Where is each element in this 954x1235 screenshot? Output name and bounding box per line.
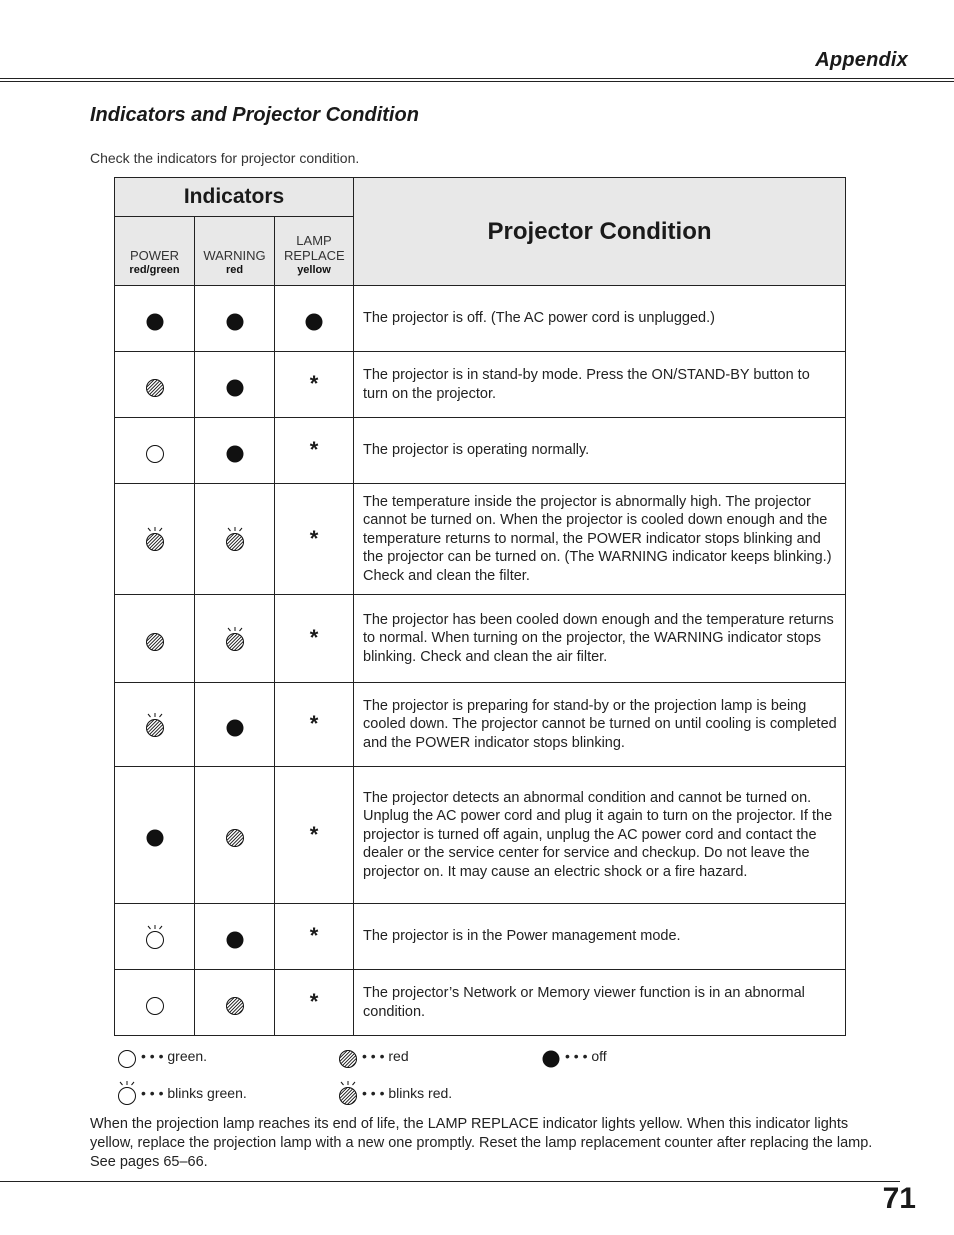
asterisk-icon: *: [309, 711, 319, 736]
warning-indicator-cell: [195, 286, 275, 352]
condition-cell: The projector is in stand-by mode. Press the ON/STAND-BY button to turn on the projector.: [354, 352, 846, 418]
power-indicator-cell: [115, 904, 195, 970]
condition-cell: The projector has been cooled down enough and the temperature returns to normal. When turning on the projector, the WARNING indicator stops blinking. Check and clean the air filter.: [354, 595, 846, 683]
warning-indicator-cell: [195, 595, 275, 683]
green-indicator-icon: [145, 990, 165, 1016]
warning-indicator-cell: [195, 418, 275, 484]
power-indicator-cell: [115, 767, 195, 904]
indicator-table: [114, 177, 846, 1036]
asterisk-icon: *: [309, 923, 319, 948]
lamp-replace-note: When the projection lamp reaches its end of life, the LAMP REPLACE indicator lights yellow. When this indicator lights yellow, replace the projection lamp with a new one promptly. Reset the lamp replacement counter after replacing the lamp. See pages 65–66.: [90, 1116, 873, 1170]
power-indicator-cell: [115, 484, 195, 595]
power-indicator-cell: [115, 418, 195, 484]
red-indicator-icon: [225, 990, 245, 1016]
off-indicator-icon: [145, 822, 165, 848]
condition-cell: The projector is off. (The AC power cord is unplugged.): [354, 286, 846, 352]
condition-cell: The projector’s Network or Memory viewer function is in an abnormal condition.: [354, 970, 846, 1036]
asterisk-icon: *: [309, 989, 319, 1014]
off-indicator-icon: [304, 306, 324, 332]
blinking-green-indicator-icon: [117, 1080, 137, 1106]
condition-cell: The projector is preparing for stand-by or the projection lamp is being cooled down. The projector cannot be turned on until cooling is completed and the POWER indicator stops blinking.: [354, 683, 846, 767]
column-header-power: [115, 217, 195, 286]
condition-header: Projector Condition: [354, 178, 846, 286]
off-indicator-icon: [225, 712, 245, 738]
warning-indicator-cell: [195, 683, 275, 767]
off-indicator-icon: [541, 1043, 561, 1069]
power-indicator-cell: [115, 352, 195, 418]
blinking-red-indicator-icon: [338, 1080, 358, 1106]
lamp-indicator-cell: [275, 683, 354, 767]
condition-cell: The projector detects an abnormal condition and cannot be turned on. Unplug the AC power cord and plug it again to turn on the projector. If the projector is turned off again, unplug the AC power cord and contact the dealer or the service center for service and checkup. Do not leave the projector on. It may cause an electric shock or a fire hazard.: [354, 767, 846, 904]
column-header-warning: [195, 217, 275, 286]
legend-label: • • • green.: [141, 1048, 208, 1064]
table-row: [115, 683, 846, 767]
blinks-red-indicator-icon: [145, 712, 165, 738]
off-indicator-icon: [225, 372, 245, 398]
lamp-indicator-cell: [275, 286, 354, 352]
condition-cell: The temperature inside the projector is abnormally high. The projector cannot be turned on. When the projector is cooled down enough and the temperature returns to normal, the POWER indicator stops blinking and the projector can be turned on. (The WARNING indicator keeps blinking.) Check and clean the filter.: [354, 484, 846, 595]
off-indicator-icon: [225, 438, 245, 464]
table-row: [115, 418, 846, 484]
warning-indicator-cell: [195, 970, 275, 1036]
green-indicator-icon: [145, 438, 165, 464]
blinks-red-indicator-icon: [225, 526, 245, 552]
blinks-green-indicator-icon: [145, 924, 165, 950]
red-indicator-icon: [338, 1043, 358, 1069]
off-indicator-icon: [145, 306, 165, 332]
blinks-red-indicator-icon: [225, 626, 245, 652]
legend-blinks-green: [117, 1080, 247, 1106]
column-color: red/green: [129, 264, 180, 276]
off-indicator-icon: [225, 306, 245, 332]
column-color: yellow: [297, 264, 331, 276]
table-row: [115, 352, 846, 418]
lamp-indicator-cell: [275, 970, 354, 1036]
asterisk-icon: *: [309, 371, 319, 396]
table-row: [115, 595, 846, 683]
legend-label: • • • blinks green.: [141, 1085, 247, 1101]
page-number: 71: [882, 1182, 916, 1215]
red-indicator-icon: [225, 822, 245, 848]
power-indicator-cell: [115, 683, 195, 767]
power-indicator-cell: [115, 595, 195, 683]
lamp-indicator-cell: [275, 352, 354, 418]
asterisk-icon: *: [309, 437, 319, 462]
section-label: Appendix: [815, 49, 908, 71]
legend-label: • • • blinks red.: [362, 1085, 453, 1101]
footer-rule: [0, 1181, 900, 1182]
off-indicator-icon: [225, 924, 245, 950]
lamp-indicator-cell: [275, 418, 354, 484]
asterisk-icon: *: [309, 625, 319, 650]
condition-cell: The projector is in the Power management mode.: [354, 904, 846, 970]
table-row: [115, 767, 846, 904]
asterisk-icon: *: [309, 821, 319, 847]
indicators-header: Indicators: [115, 178, 354, 217]
table-row: [115, 484, 846, 595]
legend-blinks-red: [338, 1080, 452, 1106]
legend-green: [117, 1043, 207, 1069]
lamp-indicator-cell: [275, 595, 354, 683]
column-header-lamp-replace: [275, 217, 354, 286]
lamp-indicator-cell: [275, 484, 354, 595]
legend-red: [338, 1043, 409, 1069]
table-row: [115, 970, 846, 1036]
intro-text: Check the indicators for projector condition.: [90, 150, 360, 166]
warning-indicator-cell: [195, 352, 275, 418]
column-name: LAMP REPLACE: [284, 233, 345, 263]
power-indicator-cell: [115, 286, 195, 352]
table-row: [115, 904, 846, 970]
legend-label: • • • off: [565, 1048, 607, 1064]
column-name: WARNING: [203, 248, 266, 263]
legend-label: • • • red: [362, 1048, 409, 1064]
warning-indicator-cell: [195, 767, 275, 904]
column-name: POWER: [129, 248, 180, 263]
blinks-red-indicator-icon: [145, 526, 165, 552]
red-indicator-icon: [145, 372, 165, 398]
legend-off: [541, 1043, 607, 1069]
condition-cell: The projector is operating normally.: [354, 418, 846, 484]
warning-indicator-cell: [195, 484, 275, 595]
table-row: [115, 286, 846, 352]
asterisk-icon: *: [309, 525, 319, 551]
header-rule-secondary: [0, 81, 954, 82]
green-indicator-icon: [117, 1043, 137, 1069]
red-indicator-icon: [145, 626, 165, 652]
power-indicator-cell: [115, 970, 195, 1036]
page-title: Indicators and Projector Condition: [90, 104, 419, 126]
warning-indicator-cell: [195, 904, 275, 970]
lamp-indicator-cell: [275, 767, 354, 904]
lamp-indicator-cell: [275, 904, 354, 970]
column-color: red: [225, 264, 244, 276]
header-rule: [0, 78, 954, 79]
